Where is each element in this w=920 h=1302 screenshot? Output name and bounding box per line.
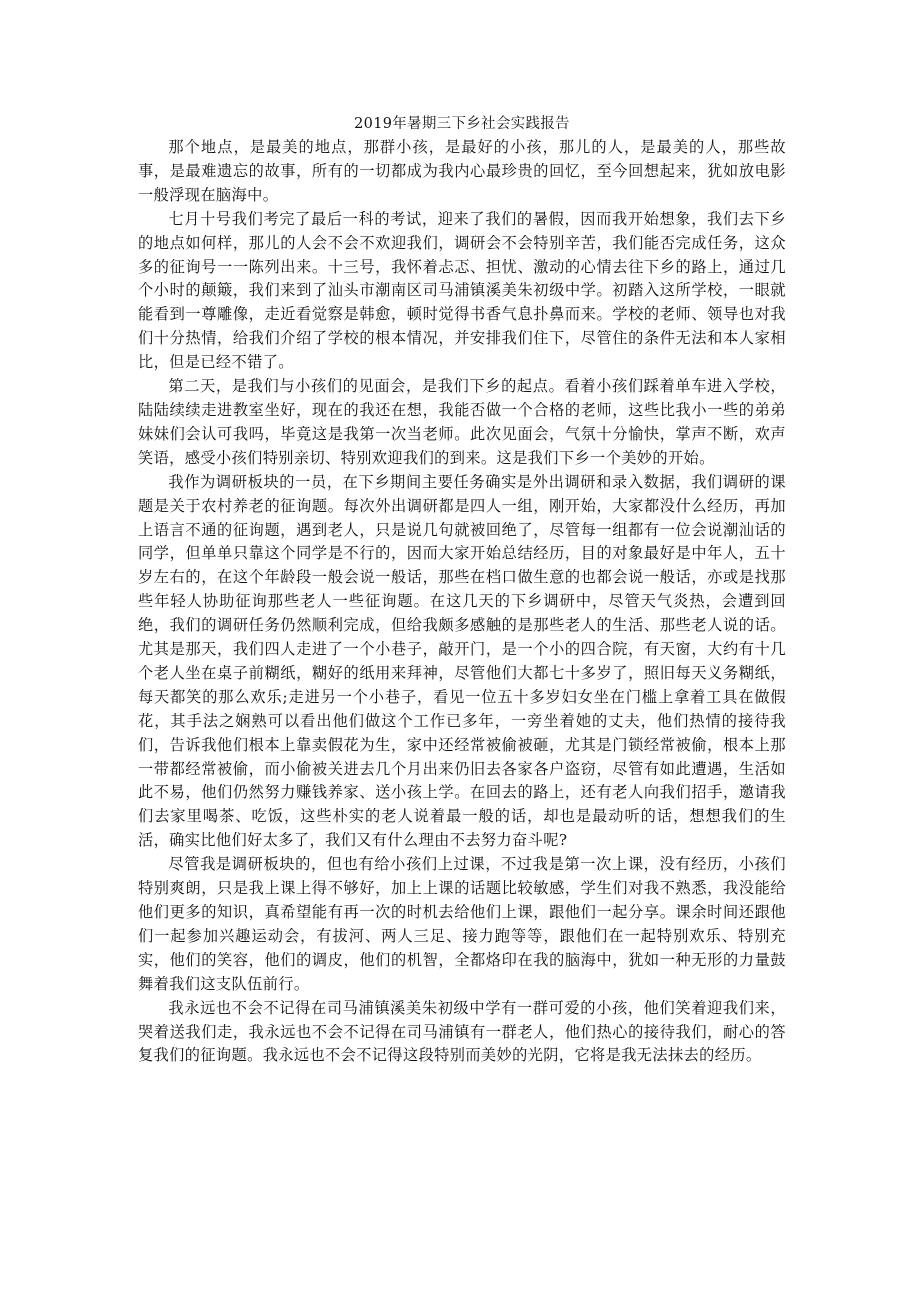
paragraph-3: 第二天，是我们与小孩们的见面会，是我们下乡的起点。看着小孩们踩着单车进入学校，陆陆续续走进教室坐好，现在的我还在想，我能否做一个合格的老师，这些比我小一些的弟弟妹妹们会认可我吗，毕竟这是我第一次当老师。此次见面会，气氛十分愉快，掌声不断，欢声笑语，感受小孩们特别亲切、特别欢迎我们的到来。这是我们下乡一个美妙的开始。	[138, 377, 786, 467]
paragraph-6: 我永远也不会不记得在司马浦镇溪美朱初级中学有一群可爱的小孩，他们笑着迎我们来，哭着送我们走，我永远也不会不记得在司马浦镇有一群老人，他们热心的接待我们，耐心的答复我们的征询题。我永远也不会不记得这段特别而美妙的光阴，它将是我无法抹去的经历。	[138, 998, 786, 1065]
paragraph-1: 那个地点，是最美的地点，那群小孩，是最好的小孩，那儿的人，是最美的人，那些故事，是最难遗忘的故事，所有的一切都成为我内心最珍贵的回忆，至今回想起来，犹如放电影一般浮现在脑海中。	[138, 138, 786, 204]
paragraph-2: 七月十号我们考完了最后一科的考试，迎来了我们的暑假，因而我开始想象，我们去下乡的地点如何样，那儿的人会不会不欢迎我们，调研会不会特别辛苦，我们能否完成任务，这众多的征询号一一陈列出来。十三号，我怀着忐忑、担忧、激动的心情去往下乡的路上，通过几个小时的颠簸，我们来到了汕头市潮南区司马浦镇溪美朱初级中学。初踏入这所学校，一眼就能看到一尊雕像，走近看觉察是韩愈，顿时觉得书香气息扑鼻而来。学校的老师、领导也对我们十分热情，给我们介绍了学校的根本情况，并安排我们住下，尽管住的条件无法和本人家相比，但是已经不错了。	[138, 209, 786, 372]
paragraph-4: 我作为调研板块的一员，在下乡期间主要任务确实是外出调研和录入数据，我们调研的课题是关于农村养老的征询题。每次外出调研都是四人一组，刚开始，大家都没什么经历，再加上语言不通的征询题，遇到老人，只是说几句就被回绝了，尽管每一组都有一位会说潮汕话的同学，但单单只靠这个同学是不行的，因而大家开始总结经历，目的对象最好是中年人，五十岁左右的，在这个年龄段一般会说一般话，那些在档口做生意的也都会说一般话，亦或是找那些年轻人协助征询那些老人一些征询题。在这几天的下乡调研中，尽管天气炎热，会遭到回绝，我们的调研任务仍然顺利完成，但给我颇多感触的是那些老人的生活、那些老人说的话。尤其是那天，我们四人走进了一个小巷子，敲开门，是一个小的四合院，有天窗，大约有十几个老人坐在桌子前糊纸，糊好的纸用来拜神，尽管他们大都七十多岁了，照旧每天义务糊纸，每天都笑的那么欢乐;走进另一个小巷子，看见一位五十多岁妇女坐在门槛上拿着工具在做假花，其手法之娴熟可以看出他们做这个工作已多年，一旁坐着她的丈夫，他们热情的接待我们，告诉我他们根本上靠卖假花为生，家中还经常被偷被砸，尤其是门锁经常被偷，根本上那一带都经常被偷，而小偷被关进去几个月出来仍旧去各家各户盗窃，尽管有如此遭遇，生活如此不易，他们仍然努力赚钱养家、送小孩上学。在回去的路上，还有老人向我们招手，邀请我们去家里喝茶、吃饭，这些朴实的老人说着最一般的话，却也是最动听的话，想想我们的生活，确实比他们好太多了，我们又有什么理由不去努力奋斗呢?	[138, 472, 786, 850]
paragraph-5: 尽管我是调研板块的，但也有给小孩们上过课，不过我是第一次上课，没有经历，小孩们特别爽朗，只是我上课上得不够好，加上上课的话题比较敏感，学生们对我不熟悉，我没能给他们更多的知识，真希望能有再一次的时机去给他们上课，跟他们一起分享。课余时间还跟他们一起参加兴趣运动会，有拔河、两人三足、接力跑等等，跟他们在一起特别欢乐、特别充实，他们的笑容，他们的调皮，他们的机智，全都烙印在我的脑海中，犹如一种无形的力量鼓舞着我们这支队伍前行。	[138, 855, 786, 993]
document-page	[138, 112, 786, 1068]
document-title: 2019年暑期三下乡社会实践报告	[354, 116, 570, 132]
